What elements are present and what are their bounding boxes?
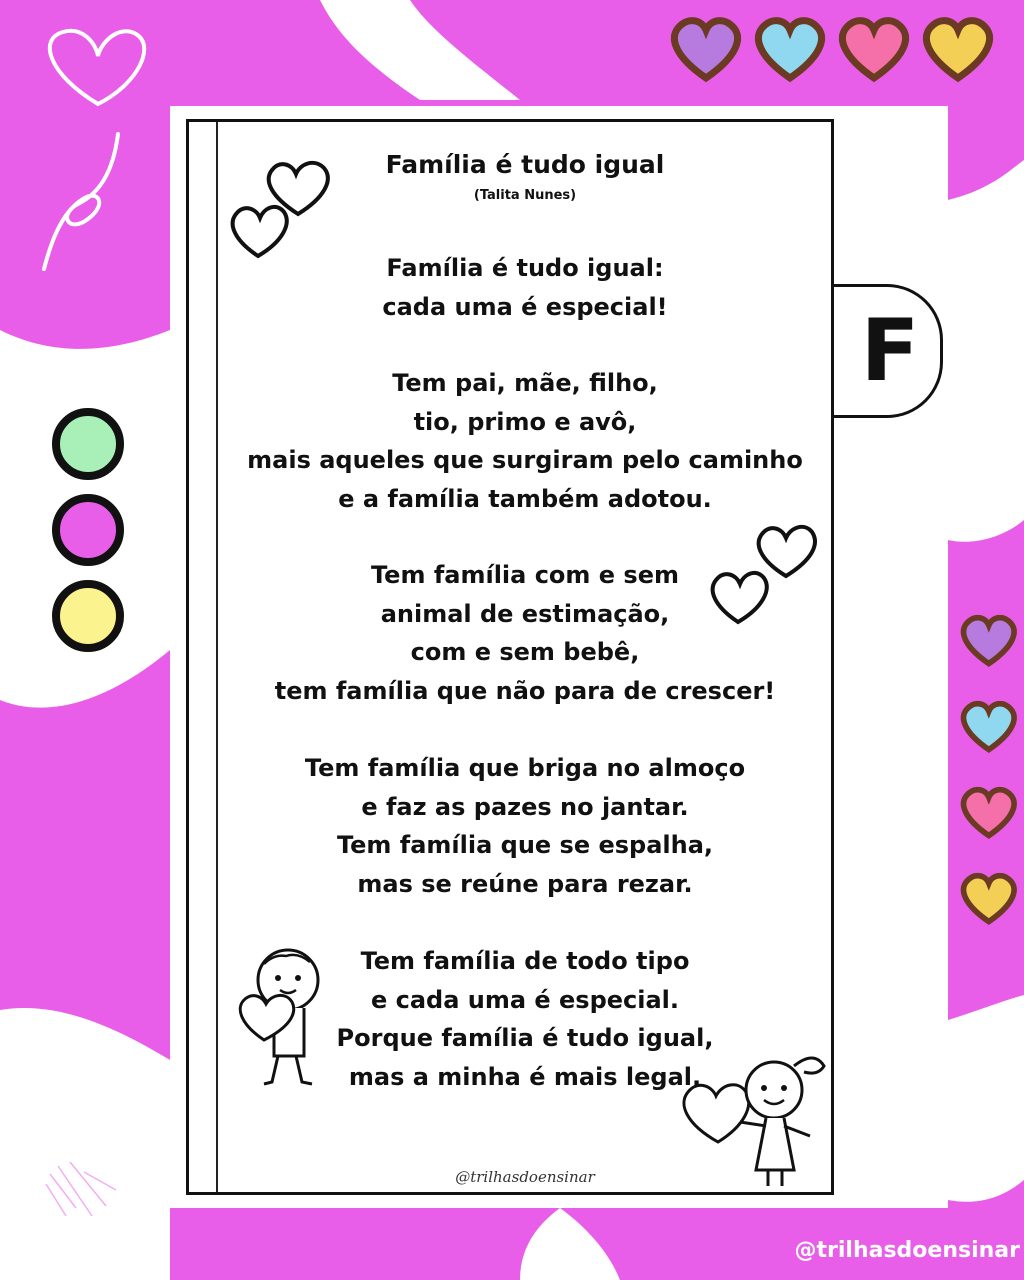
poem-line: Tem família que se espalha, (336, 831, 714, 859)
poem-line: Família é tudo igual: (386, 254, 664, 282)
poem-line: e faz as pazes no jantar. (361, 792, 689, 821)
poem-line: Tem pai, mãe, filho, (392, 369, 658, 397)
stanza-3 (216, 556, 834, 710)
poem-line: Tem família com e sem (371, 561, 679, 589)
heart-pink-icon (842, 21, 905, 78)
poem-line: mas a minha é mais legal. (348, 1062, 702, 1091)
poem-line: animal de estimação, (380, 599, 670, 628)
stanza-4 (216, 749, 834, 903)
yellow-dot (52, 580, 124, 652)
heart-blue-icon (758, 21, 821, 78)
pink-dot (52, 494, 124, 566)
heart-purple-icon (674, 21, 737, 78)
poem-line: tio, primo e avô, (413, 407, 637, 436)
watermark: @trilhasdoensinar (794, 1238, 1020, 1263)
scribble-heart-icon (36, 1150, 132, 1236)
poem-line: e a família também adotou. (338, 484, 712, 513)
heart-pink-icon (964, 790, 1014, 836)
stanza-5 (216, 942, 834, 1096)
poem-author: (Talita Nunes) (473, 188, 577, 203)
poem-line: mais aqueles que surgiram pelo caminho (247, 446, 803, 474)
side-hearts-column (956, 612, 1022, 928)
heart-yellow-icon (964, 876, 1014, 922)
tab-letter: F (860, 301, 920, 401)
heart-yellow-icon (926, 21, 989, 78)
green-dot (52, 408, 124, 480)
poem-line: com e sem bebê, (410, 638, 640, 666)
heart-purple-icon (964, 618, 1014, 664)
heart-blue-icon (964, 704, 1014, 750)
stanza-2 (216, 364, 834, 518)
poem-line: Tem família que briga no almoço (304, 754, 746, 782)
poem-line: Tem família de todo tipo (360, 947, 690, 975)
page-signature: @trilhasdoensinar (455, 1168, 595, 1186)
stanza-1 (216, 249, 834, 326)
poem-line: tem família que não para de crescer! (274, 676, 776, 705)
poem-line: cada uma é especial! (382, 292, 668, 321)
poem-line: Porque família é tudo igual, (336, 1024, 714, 1052)
top-hearts-row (668, 14, 1008, 84)
poem-line: mas se reúne para rezar. (357, 869, 693, 898)
poem-title: Família é tudo igual (385, 150, 665, 179)
poem-line: e cada uma é especial. (370, 985, 680, 1014)
doodle-heart-icon (38, 14, 158, 274)
